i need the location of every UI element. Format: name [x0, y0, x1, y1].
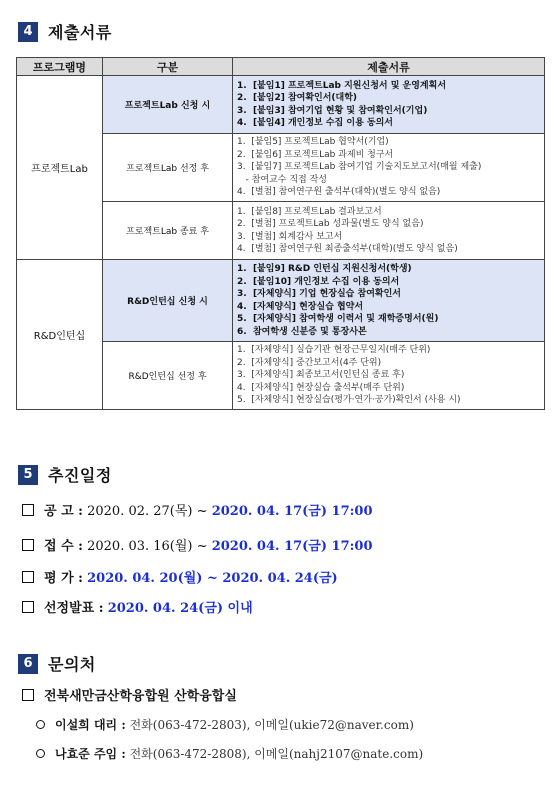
document-item: 2. [붙임10] 개인정보 수집 이용 동의서 — [237, 276, 400, 287]
document-item: 3. [자체양식] 최종보고서(인턴십 종료 후) — [237, 370, 405, 381]
schedule-date-highlight: 2020. 04. 17(금) 17:00 — [211, 539, 373, 554]
documents-cell — [233, 342, 545, 410]
header-documents: 제출서류 — [233, 58, 545, 76]
document-item: - 참여교수 직접 작성 — [237, 174, 327, 185]
document-item: 4. [자체양식] 현장실습 협약서 — [237, 301, 364, 312]
table-row — [17, 76, 545, 134]
document-item: 1. [붙임5] 프로젝트Lab 협약서(기업) — [237, 137, 389, 148]
bullet-circle-icon — [36, 720, 45, 729]
checkbox-square-icon — [22, 504, 34, 516]
header-program: 프로그램명 — [17, 58, 103, 76]
section-6-heading — [18, 652, 96, 675]
contact-org — [22, 685, 237, 704]
document-item: 5. [자체양식] 현장실습(평가·연가·공가)확인서 (사용 시) — [237, 395, 461, 406]
document-item: 1. [자체양식] 실습기관 현장근무일지(매주 단위) — [237, 345, 431, 356]
contact-person — [36, 716, 414, 733]
document-item: 3. [붙임7] 프로젝트Lab 참여기업 기술지도보고서(매월 제출) — [237, 162, 482, 173]
documents-cell — [233, 202, 545, 260]
documents-cell — [233, 260, 545, 342]
schedule-label: 공 고 : — [44, 504, 83, 519]
program-name-cell: R&D인턴십 — [17, 260, 103, 410]
document-item: 3. [자체양식] 기업 현장실습 참여확인서 — [237, 289, 401, 299]
schedule-item — [22, 597, 253, 616]
checkbox-square-icon — [22, 571, 34, 583]
category-cell: R&D인턴십 선정 후 — [103, 342, 233, 410]
category-cell: 프로젝트Lab 종료 후 — [103, 202, 233, 260]
document-item: 4. [별첨] 참여연구원 출석부(대학)(별도 양식 없음) — [237, 187, 441, 198]
document-item: 1. [붙임9] R&D 인턴십 지원신청서(학생) — [237, 264, 412, 274]
schedule-start: 2020. 02. 27(목) ~ — [87, 504, 208, 519]
schedule-date-highlight: 2020. 04. 17(금) 17:00 — [211, 504, 373, 519]
checkbox-square-icon — [22, 601, 34, 613]
section-4-heading — [18, 20, 112, 43]
section-title: 제출서류 — [48, 23, 112, 42]
document-item: 1. [붙임1] 프로젝트Lab 지원신청서 및 운영계획서 — [237, 80, 447, 91]
category-cell: R&D인턴십 신청 시 — [103, 260, 233, 342]
contact-person — [36, 745, 423, 762]
header-category: 구분 — [103, 58, 233, 76]
contact-org-label: 전북새만금산학융합원 산학융합실 — [44, 689, 237, 704]
document-item: 2. [자체양식] 중간보고서(4주 단위) — [237, 357, 382, 368]
contact-name: 나효준 주임 : — [55, 747, 126, 761]
schedule-date-highlight: 2020. 04. 24(금) 이내 — [107, 601, 253, 616]
category-cell: 프로젝트Lab 신청 시 — [103, 76, 233, 134]
schedule-label: 접 수 : — [44, 539, 83, 554]
category-cell: 프로젝트Lab 선정 후 — [103, 134, 233, 202]
section-number: 5 — [18, 465, 38, 485]
schedule-label: 평 가 : — [44, 571, 83, 586]
schedule-date-highlight: 2020. 04. 20(월) ~ 2020. 04. 24(금) — [87, 571, 338, 586]
schedule-start: 2020. 03. 16(월) ~ — [87, 539, 208, 554]
checkbox-square-icon — [22, 539, 34, 551]
documents-cell — [233, 76, 545, 134]
document-item: 6. 참여학생 신분증 및 통장사본 — [237, 326, 367, 337]
documents-cell — [233, 134, 545, 202]
schedule-item — [22, 535, 373, 554]
schedule-item — [22, 500, 373, 519]
document-item: 1. [붙임8] 프로젝트Lab 결과보고서 — [237, 206, 382, 217]
document-item: 3. [별첨] 회계감사 보고서 — [237, 231, 343, 242]
section-number: 4 — [18, 22, 38, 42]
section-title: 추진일정 — [48, 466, 112, 485]
schedule-item — [22, 567, 338, 586]
table-row — [17, 260, 545, 342]
checkbox-square-icon — [22, 689, 34, 701]
section-title: 문의처 — [48, 655, 96, 674]
section-5-heading — [18, 463, 112, 486]
bullet-circle-icon — [36, 749, 45, 758]
contact-name: 이설희 대리 : — [55, 718, 126, 732]
document-item: 4. [별첨] 참여연구원 최종출석부(대학)(별도 양식 없음) — [237, 244, 458, 254]
section-number: 6 — [18, 654, 38, 674]
program-name-cell: 프로젝트Lab — [17, 76, 103, 260]
contact-info: 전화(063-472-2808), 이메일(nahj2107@nate.com) — [129, 747, 424, 761]
document-item: 4. [붙임4] 개인정보 수집 이용 동의서 — [237, 118, 393, 128]
document-item: 4. [자체양식] 현장실습 출석부(매주 단위) — [237, 382, 405, 393]
contact-info: 전화(063-472-2803), 이메일(ukie72@naver.com) — [129, 718, 414, 732]
document-item: 5. [자체양식] 참여학생 이력서 및 재학증명서(원) — [237, 314, 439, 324]
document-item: 2. [붙임2] 참여확인서(대학) — [237, 93, 358, 103]
document-item: 2. [붙임6] 프로젝트Lab 과제비 청구서 — [237, 149, 394, 160]
documents-table — [16, 57, 545, 410]
schedule-label: 선정발표 : — [44, 601, 104, 616]
document-item: 3. [붙임3] 참여기업 현황 및 참여확인서(기업) — [237, 105, 428, 116]
document-item: 2. [별첨] 프로젝트Lab 성과물(별도 양식 없음) — [237, 219, 424, 229]
table-header-row — [17, 58, 545, 76]
